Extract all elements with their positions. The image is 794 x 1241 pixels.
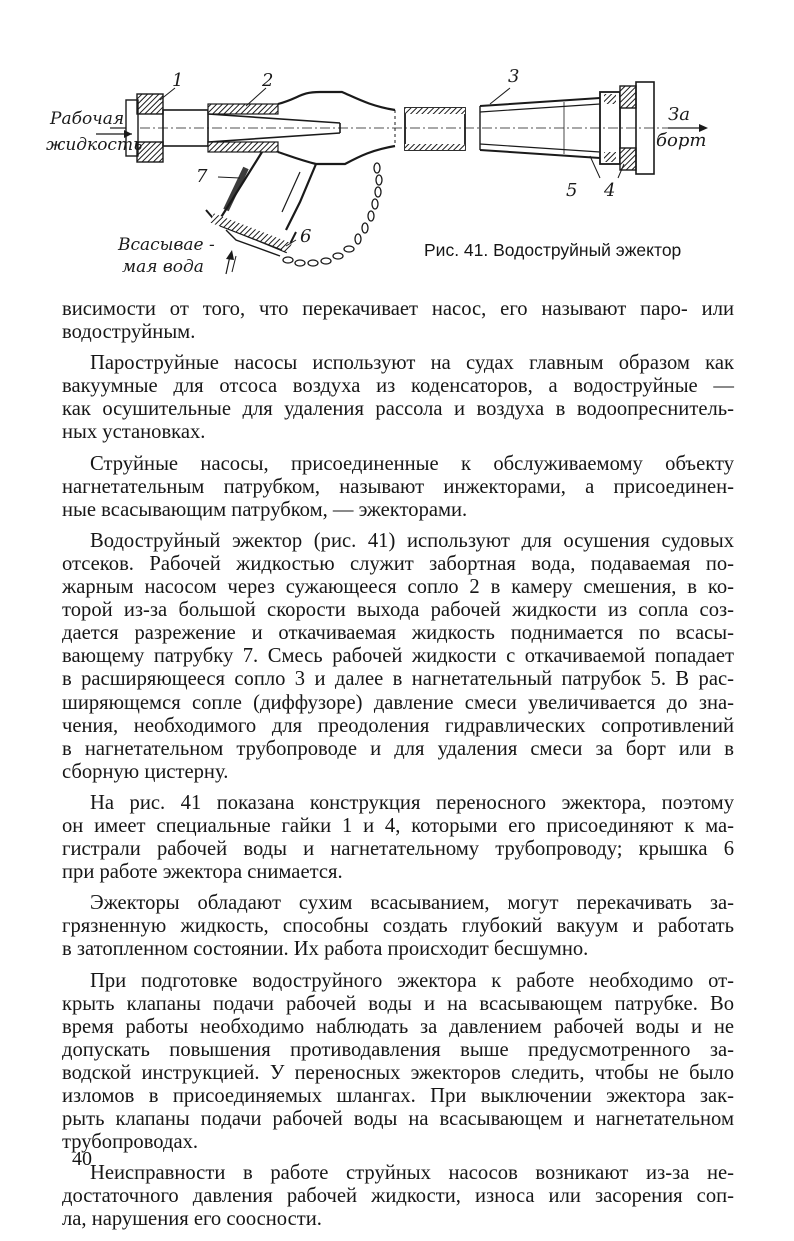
text-line: Струйные насосы, присоединенные к обслуживаемому объекту — [90, 452, 734, 475]
paragraph-4 — [62, 530, 734, 784]
part-number-7: 7 — [196, 166, 208, 187]
label-suction-1: Всасывае - — [118, 235, 215, 255]
body-text — [62, 298, 734, 1232]
diffuser-section — [405, 108, 465, 150]
text-line: ла, нарушения его соосности. — [62, 1208, 322, 1231]
part-number-2: 2 — [262, 70, 274, 91]
text-line: изломов в присоединяемых шлангах. При выключении эжектора зак- — [62, 1085, 734, 1107]
text-line: он имеет специальные гайки 1 и 4, которыми его присоединяют к ма- — [62, 814, 734, 837]
paragraph-1 — [62, 298, 734, 344]
text-line: ширяющемся сопле (диффузоре) давление смеси увеличивается до зна- — [62, 691, 734, 714]
text-line: ные всасывающим патрубком, — эжекторами. — [62, 498, 468, 521]
text-line: жарным насосом через сужающееся сопло 2 в камеру смешения, в ко- — [62, 576, 734, 599]
text-line: крыть клапаны подачи рабочей воды и на всасывающем патрубке. Во — [62, 992, 734, 1015]
text-line: в затопленном состоянии. Их работа происходит бесшумно. — [62, 938, 589, 961]
text-line: нагнетательным патрубком, называют инжекторами, а присоединен- — [62, 475, 734, 498]
paragraph-5 — [62, 792, 734, 884]
text-line: трубопроводах. — [62, 1131, 199, 1154]
figure-caption: Рис. 41. Водоструйный эжектор — [424, 240, 682, 260]
label-outlet-2: борт — [656, 130, 707, 151]
cover-6 — [206, 210, 296, 256]
label-inlet-1: Рабочая — [50, 109, 125, 129]
paragraph-3 — [62, 453, 734, 522]
figure-41 — [0, 60, 794, 290]
paragraph-6 — [62, 892, 734, 961]
text-line: отсеков. Рабочей жидкостью служит забортная вода, подаваемая по- — [62, 552, 734, 575]
text-line: водской инструкцией. У переносных эжекторов следить, чтобы не было — [62, 1061, 734, 1084]
text-line: дается разрежение и откачиваемая жидкость поднимается по всасы- — [62, 622, 734, 645]
suction-pipe-7 — [218, 152, 316, 230]
text-line: в нагнетательном трубопроводе и для удаления смеси за борт или в — [62, 737, 734, 760]
paragraph-2 — [62, 352, 734, 444]
text-line: как осушительные для удаления рассола и воздуха в водоопреснитель- — [62, 398, 734, 421]
text-line: Водоструйный эжектор (рис. 41) используют для осушения судовых — [90, 529, 734, 552]
label-outlet-1: За — [668, 104, 690, 125]
text-line: При подготовке водоструйного эжектора к работе необходимо от- — [90, 969, 734, 992]
paragraph-8 — [62, 1162, 734, 1231]
text-line: грязненную жидкость, способны создать глубокий вакуум и работать — [62, 915, 734, 938]
text-line: вающему патрубку 7. Смесь рабочей жидкости с откачиваемой попадает — [62, 645, 734, 668]
paragraph-7 — [62, 970, 734, 1155]
text-line: сборную цистерну. — [62, 760, 229, 783]
text-line: чения, необходимого для преодоления гидравлических сопротивлений — [62, 714, 734, 737]
text-line: рыть клапаны подачи рабочей воды на всасывающем и нагнетательном — [62, 1108, 734, 1131]
text-line: гистрали рабочей воды и нагнетательному трубопроводу; крышка 6 — [62, 838, 734, 861]
text-line: висимости от того, что перекачивает насос, его называют паро- или — [62, 298, 734, 320]
text-line: время работы необходимо наблюдать за давлением рабочей воды и не — [62, 1015, 734, 1038]
text-line: Пароструйные насосы используют на судах главным образом как — [90, 352, 734, 375]
text-line: достаточного давления рабочей жидкости, износа или засорения соп- — [62, 1185, 734, 1208]
text-line: ных установках. — [62, 421, 206, 444]
part-number-5: 5 — [566, 180, 578, 201]
page-number: 40 — [72, 1148, 92, 1170]
text-line: торой из-за большой скорости выхода рабочей жидкости из сопла соз- — [62, 599, 734, 622]
part-number-6: 6 — [300, 226, 312, 247]
text-line: Неисправности в работе струйных насосов возникают из-за не- — [90, 1162, 734, 1185]
chain — [283, 163, 382, 266]
label-inlet-2: жидкость — [46, 135, 143, 155]
text-line: На рис. 41 показана конструкция переносного эжектора, поэтому — [90, 791, 734, 814]
text-line: вакуумные для отсоса воздуха из коденсаторов, а водоструйные — — [62, 375, 734, 398]
text-line: в расширяющееся сопло 3 и далее в нагнетательный патрубок 5. В рас- — [62, 668, 734, 691]
text-line: водоструйным. — [62, 321, 196, 344]
part-number-3: 3 — [508, 66, 520, 87]
text-line: допускать повышения противодавления выше предусмотренного за- — [62, 1038, 734, 1061]
part-number-4: 4 — [604, 180, 616, 201]
text-line: при работе эжектора снимается. — [62, 861, 343, 884]
label-suction-2: мая вода — [122, 257, 204, 277]
part-number-1: 1 — [172, 70, 184, 91]
text-line: Эжекторы обладают сухим всасыванием, могут перекачивать за- — [90, 892, 734, 915]
